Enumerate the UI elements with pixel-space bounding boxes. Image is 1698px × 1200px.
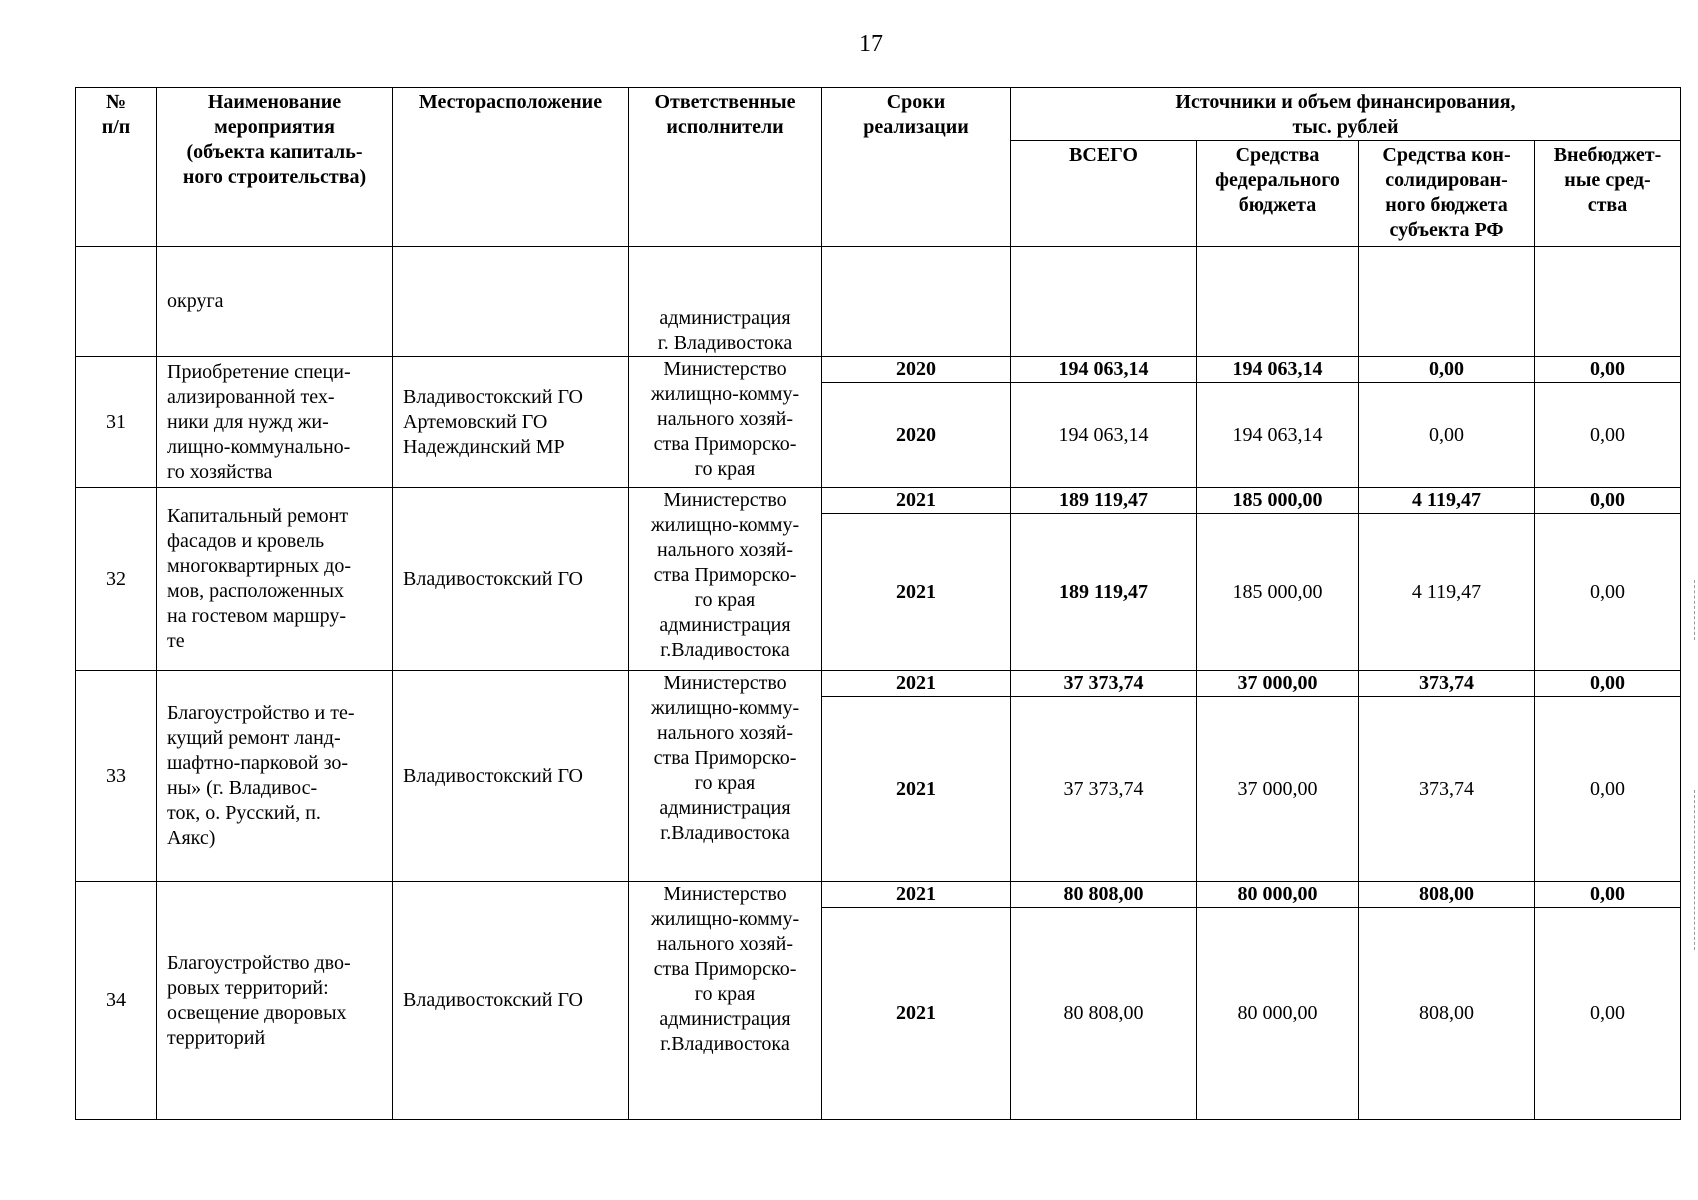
continuation-extrabudget-cell [1535, 247, 1681, 357]
summary-total: 37 373,74 [1011, 671, 1197, 697]
detail-federal: 37 000,00 [1197, 697, 1359, 882]
item-name: Благоустройство дво- ровых территорий: освещение дворовых территорий [157, 882, 393, 1120]
continuation-executors: администрация г. Владивостока [629, 247, 822, 357]
detail-year: 2021 [822, 908, 1011, 1120]
detail-year: 2021 [822, 697, 1011, 882]
summary-consolidated: 4 119,47 [1359, 488, 1535, 514]
summary-extrabudget: 0,00 [1535, 357, 1681, 383]
item-executors: Министерство жилищно-комму- нального хозяй- ства Приморско- го края администрация г.Владивостока [629, 488, 822, 671]
item-location: Владивостокский ГО Артемовский ГО Надеждинский МР [393, 357, 629, 488]
header-location: Месторасположение [393, 88, 629, 247]
summary-extrabudget: 0,00 [1535, 488, 1681, 514]
header-funding: Источники и объем финансирования, тыс. рублей [1011, 88, 1681, 141]
detail-extrabudget: 0,00 [1535, 383, 1681, 488]
item-row [76, 357, 1681, 383]
header-total: ВСЕГО [1011, 141, 1197, 247]
detail-extrabudget: 0,00 [1535, 514, 1681, 671]
item-number: 31 [76, 357, 157, 488]
scan-edge-mark [1694, 580, 1696, 640]
page-number: 17 [859, 31, 883, 57]
item-number: 33 [76, 671, 157, 882]
item-location: Владивостокский ГО [393, 882, 629, 1120]
summary-year: 2020 [822, 357, 1011, 383]
continuation-location-cell [393, 247, 629, 357]
item-location: Владивостокский ГО [393, 671, 629, 882]
table-body [76, 247, 1681, 1120]
detail-federal: 185 000,00 [1197, 514, 1359, 671]
detail-federal: 80 000,00 [1197, 908, 1359, 1120]
summary-extrabudget: 0,00 [1535, 671, 1681, 697]
summary-consolidated: 373,74 [1359, 671, 1535, 697]
continuation-federal-cell [1197, 247, 1359, 357]
item-executors: Министерство жилищно-комму- нального хозяй- ства Приморско- го края администрация г.Владивостока [629, 882, 822, 1120]
detail-year: 2020 [822, 383, 1011, 488]
header-consolidated: Средства кон- солидирован- ного бюджета субъекта РФ [1359, 141, 1535, 247]
detail-total: 80 808,00 [1011, 908, 1197, 1120]
detail-consolidated: 4 119,47 [1359, 514, 1535, 671]
item-row [76, 671, 1681, 697]
header-num: № п/п [76, 88, 157, 247]
detail-consolidated: 808,00 [1359, 908, 1535, 1120]
summary-federal: 80 000,00 [1197, 882, 1359, 908]
header-extrabudget: Внебюджет- ные сред- ства [1535, 141, 1681, 247]
item-name: Благоустройство и те- кущий ремонт ланд- шафтно-парковой зо- ны» (г. Владивос- ток, о. Русский, п. Аякс) [157, 671, 393, 882]
header-terms: Сроки реализации [822, 88, 1011, 247]
table-header [76, 88, 1681, 247]
financing-table [75, 87, 1681, 1120]
summary-federal: 185 000,00 [1197, 488, 1359, 514]
detail-year: 2021 [822, 514, 1011, 671]
detail-total: 194 063,14 [1011, 383, 1197, 488]
detail-federal: 194 063,14 [1197, 383, 1359, 488]
item-row [76, 488, 1681, 514]
continuation-total-cell [1011, 247, 1197, 357]
item-executors: Министерство жилищно-комму- нального хозяй- ства Приморско- го края администрация г.Владивостока [629, 671, 822, 882]
continuation-terms-cell [822, 247, 1011, 357]
item-number: 34 [76, 882, 157, 1120]
detail-extrabudget: 0,00 [1535, 908, 1681, 1120]
item-number: 32 [76, 488, 157, 671]
scan-edge-mark-lower [1694, 790, 1696, 950]
summary-total: 80 808,00 [1011, 882, 1197, 908]
item-location: Владивостокский ГО [393, 488, 629, 671]
detail-consolidated: 373,74 [1359, 697, 1535, 882]
header-executors: Ответственные исполнители [629, 88, 822, 247]
summary-year: 2021 [822, 488, 1011, 514]
item-name: Приобретение специ- ализированной тех- ники для нужд жи- лищно-коммунально- го хозяйства [157, 357, 393, 488]
continuation-consolidated-cell [1359, 247, 1535, 357]
summary-extrabudget: 0,00 [1535, 882, 1681, 908]
header-name: Наименование мероприятия (объекта капиталь- ного строительства) [157, 88, 393, 247]
item-name: Капитальный ремонт фасадов и кровель многоквартирных до- мов, расположенных на гостевом маршру- те [157, 488, 393, 671]
summary-year: 2021 [822, 882, 1011, 908]
summary-federal: 37 000,00 [1197, 671, 1359, 697]
summary-total: 194 063,14 [1011, 357, 1197, 383]
header-federal: Средства федерального бюджета [1197, 141, 1359, 247]
summary-consolidated: 808,00 [1359, 882, 1535, 908]
summary-total: 189 119,47 [1011, 488, 1197, 514]
continuation-row [76, 247, 1681, 357]
summary-year: 2021 [822, 671, 1011, 697]
summary-consolidated: 0,00 [1359, 357, 1535, 383]
detail-total: 37 373,74 [1011, 697, 1197, 882]
detail-extrabudget: 0,00 [1535, 697, 1681, 882]
continuation-name: округа [157, 247, 393, 357]
detail-consolidated: 0,00 [1359, 383, 1535, 488]
item-executors: Министерство жилищно-комму- нального хозяй- ства Приморско- го края [629, 357, 822, 488]
item-row [76, 882, 1681, 908]
detail-total: 189 119,47 [1011, 514, 1197, 671]
continuation-num-cell [76, 247, 157, 357]
summary-federal: 194 063,14 [1197, 357, 1359, 383]
